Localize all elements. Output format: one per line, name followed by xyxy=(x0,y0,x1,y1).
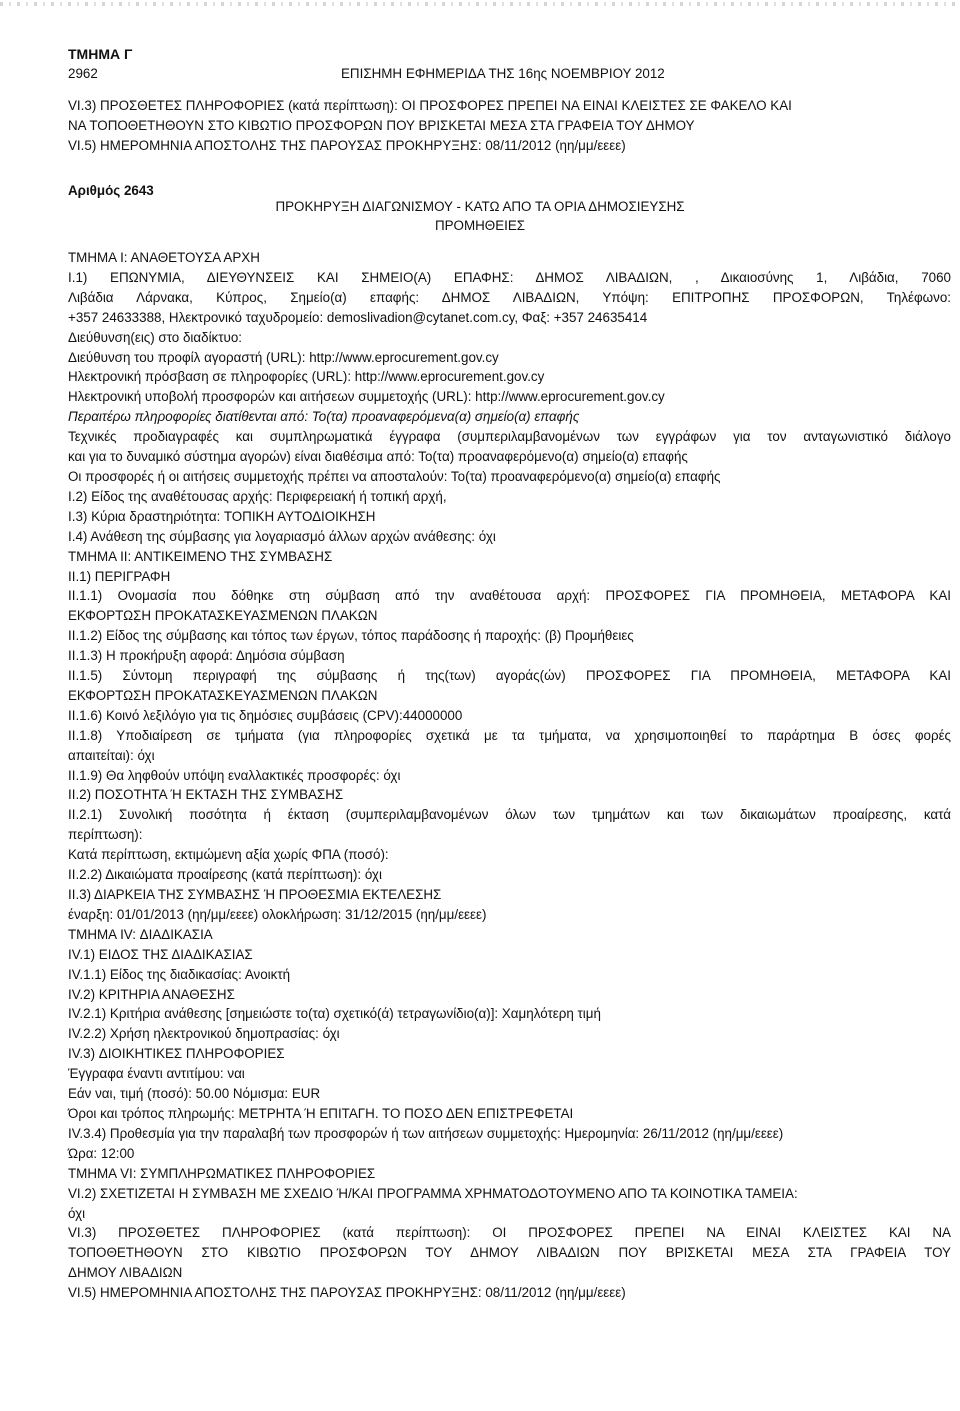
text-line: Ηλεκτρονική υποβολή προσφορών και αιτήσεων συμμετοχής (URL): http://www.eprocurement.gov.cy xyxy=(68,389,665,405)
text-line: έναρξη: 01/01/2013 (ηη/μμ/εεεε) ολοκλήρωση: 31/12/2015 (ηη/μμ/εεεε) xyxy=(68,906,487,922)
text-line: Ι.1) ΕΠΩΝΥΜΙΑ, ΔΙΕΥΘΥΝΣΕΙΣ ΚΑΙ ΣΗΜΕΙΟ(Α) ΕΠΑΦΗΣ: ΔΗΜΟΣ ΛΙΒΑΔΙΩΝ, , Δικαιοσύνης 1, Λιβάδια, 7060 xyxy=(68,269,951,285)
text-line: VI.3) ΠΡΟΣΘΕΤΕΣ ΠΛΗΡΟΦΟΡΙΕΣ (κατά περίπτωση): ΟΙ ΠΡΟΣΦΟΡΕΣ ΠΡΕΠΕΙ ΝΑ ΕΙΝΑΙ ΚΛΕΙΣΤΕΣ ΚΑΙ ΝΑ xyxy=(68,1225,951,1241)
text-line: ΤΜΗΜΑ VI: ΣΥΜΠΛΗΡΩΜΑΤΙΚΕΣ ΠΛΗΡΟΦΟΡΙΕΣ xyxy=(68,1165,376,1181)
text-line: Διεύθυνση του προφίλ αγοραστή (URL): http://www.eprocurement.gov.cy xyxy=(68,349,499,365)
text-line: απαιτείται): όχι xyxy=(68,747,155,763)
text-line: IV.3.4) Προθεσμία για την παραλαβή των προσφορών ή των αιτήσεων συμμετοχής: Ημερομηνία: 26/11/2012 (ηη/μμ/εεεε) xyxy=(68,1125,784,1141)
text-line: ΤΜΗΜΑ IV: ΔΙΑΔΙΚΑΣΙΑ xyxy=(68,926,213,942)
text-line: Οι προσφορές ή οι αιτήσεις συμμετοχής πρέπει να αποσταλούν: Το(τα) προαναφερόμενο(α) σημείο(α) επαφής xyxy=(68,468,721,484)
text-line: ΙΙ.2) ΠΟΣΟΤΗΤΑ Ή ΕΚΤΑΣΗ ΤΗΣ ΣΥΜΒΑΣΗΣ xyxy=(68,787,344,803)
text-line: ΙΙ.2.1) Συνολική ποσότητα ή έκταση (συμπεριλαμβανομένων όλων των τμημάτων και των δικαιωμάτων προαίρεσης, κατά xyxy=(68,807,951,823)
text-line: Τεχνικές προδιαγραφές και συμπληρωματικά έγγραφα (συμπεριλαμβανομένων των εγγράφων για τον ανταγωνιστικό διάλογο xyxy=(68,429,951,445)
text-line: VI.2) ΣΧΕΤΙΖΕΤΑΙ Η ΣΥΜΒΑΣΗ ΜΕ ΣΧΕΔΙΟ Ή/ΚΑΙ ΠΡΟΓΡΑΜΜΑ ΧΡΗΜΑΤΟΔΟΤΟΥΜΕΝΟ ΑΠΟ ΤΑ ΚΟΙΝΟΤΙΚΑ ΤΑΜΕΙΑ: xyxy=(68,1185,798,1201)
text-line: Όροι και τρόπος πληρωμής: ΜΕΤΡΗΤΑ Ή ΕΠΙΤΑΓΗ. ΤΟ ΠΟΣΟ ΔΕΝ ΕΠΙΣΤΡΕΦΕΤΑΙ xyxy=(68,1105,574,1121)
text-line: VI.5) ΗΜΕΡΟΜΗΝΙΑ ΑΠΟΣΤΟΛΗΣ ΤΗΣ ΠΑΡΟΥΣΑΣ ΠΡΟΚΗΡΥΞΗΣ: 08/11/2012 (ηη/μμ/εεεε) xyxy=(68,1285,626,1301)
text-line: ΔΗΜΟΥ ΛΙΒΑΔΙΩΝ xyxy=(68,1265,183,1281)
text-line: Ι.2) Είδος της αναθέτουσας αρχής: Περιφερειακή ή τοπική αρχή, xyxy=(68,488,447,504)
text-line: ΙΙ.2.2) Δικαιώματα προαίρεσης (κατά περίπτωση): όχι xyxy=(68,867,382,883)
text-line: VI.5) ΗΜΕΡΟΜΗΝΙΑ ΑΠΟΣΤΟΛΗΣ ΤΗΣ ΠΑΡΟΥΣΑΣ ΠΡΟΚΗΡΥΞΗΣ: 08/11/2012 (ηη/μμ/εεεε) xyxy=(68,137,626,153)
text-line: VI.3) ΠΡΟΣΘΕΤΕΣ ΠΛΗΡΟΦΟΡΙΕΣ (κατά περίπτωση): ΟΙ ΠΡΟΣΦΟΡΕΣ ΠΡΕΠΕΙ ΝΑ ΕΙΝΑΙ ΚΛΕΙΣΤΕΣ ΣΕ ΦΑΚΕΛΟ ΚΑΙ xyxy=(68,98,792,113)
text-line: ΤΜΗΜΑ Ι: ΑΝΑΘΕΤΟΥΣΑ ΑΡΧΗ xyxy=(68,250,260,265)
notice-title-line: ΠΡΟΜΗΘΕΙΕΣ xyxy=(434,218,526,233)
text-line: Ι.3) Κύρια δραστηριότητα: ΤΟΠΙΚΗ ΑΥΤΟΔΙΟΙΚΗΣΗ xyxy=(68,508,376,524)
notice-title xyxy=(230,197,730,235)
text-line: Ι.4) Ανάθεση της σύμβασης για λογαριασμό άλλων αρχών ανάθεσης: όχι xyxy=(68,528,496,544)
text-line: ΙΙ.1.3) Η προκήρυξη αφορά: Δημόσια σύμβαση xyxy=(68,648,345,664)
text-line: ΙΙ.1.9) Θα ληφθούν υπόψη εναλλακτικές προσφορές: όχι xyxy=(68,767,401,783)
text-line: +357 24633388, Ηλεκτρονικό ταχυδρομείο: demoslivadion@cytanet.com.cy, Φαξ: +357 24635414 xyxy=(68,309,648,325)
text-line: περίπτωση): xyxy=(68,827,143,843)
journal-title: ΕΠΙΣΗΜΗ ΕΦΗΜΕΡΙΔΑ ΤΗΣ 16ης ΝΟΕΜΒΡΙΟΥ 2012 xyxy=(341,66,665,81)
text-line: IV.2.2) Χρήση ηλεκτρονικού δημοπρασίας: όχι xyxy=(68,1026,340,1042)
text-line: ΙΙ.1.1) Ονομασία που δόθηκε στη σύμβαση από την αναθέτουσα αρχή: ΠΡΟΣΦΟΡΕΣ ΓΙΑ ΠΡΟΜΗΘΕΙΑ, ΜΕΤΑΦΟΡΑ ΚΑΙ xyxy=(68,588,951,604)
text-line: ΙΙ.3) ΔΙΑΡΚΕΙΑ ΤΗΣ ΣΥΜΒΑΣΗΣ Ή ΠΡΟΘΕΣΜΙΑ ΕΚΤΕΛΕΣΗΣ xyxy=(68,887,442,902)
text-line: ΙΙ.1.6) Κοινό λεξιλόγιο για τις δημόσιες συμβάσεις (CPV):44000000 xyxy=(68,707,463,723)
text-line: Ώρα: 12:00 xyxy=(68,1145,135,1161)
text-line: Περαιτέρω πληροφορίες διατίθενται από: Το(τα) προαναφερόμενα(α) σημείο(α) επαφής xyxy=(68,409,580,425)
text-line: Έγγραφα έναντι αντιτίμου: ναι xyxy=(68,1066,245,1082)
notice-number: Αριθμός 2643 xyxy=(68,183,154,198)
text-line: ΕΚΦΟΡΤΩΣΗ ΠΡΟΚΑΤΑΣΚΕΥΑΣΜΕΝΩΝ ΠΛΑΚΩΝ xyxy=(68,608,378,624)
text-line: όχι xyxy=(68,1205,86,1221)
text-line: και για το δυναμικό σύστημα αγορών) είναι διαθέσιμα από: Το(τα) προαναφερόμενο(α) σημείο(α) επαφής xyxy=(68,449,688,465)
text-line: Λιβάδια Λάρνακα, Κύπρος, Σημείο(α) επαφής: ΔΗΜΟΣ ΛΙΒΑΔΙΩΝ, Υπόψη: ΕΠΙΤΡΟΠΗΣ ΠΡΟΣΦΟΡΩΝ, Τηλέφωνο: xyxy=(68,289,951,305)
text-line: Διεύθυνση(εις) στο διαδίκτυο: xyxy=(68,329,243,345)
notice-body xyxy=(68,248,951,1303)
text-line: ΙΙ.1.2) Είδος της σύμβασης και τόπος των έργων, τόπος παράδοσης ή παροχής: (β) Προμήθειες xyxy=(68,628,634,644)
scan-edge-artifact xyxy=(0,2,960,6)
text-line: ΙΙ.1) ΠΕΡΙΓΡΑΦΗ xyxy=(68,568,171,584)
text-line: ΕΚΦΟΡΤΩΣΗ ΠΡΟΚΑΤΑΣΚΕΥΑΣΜΕΝΩΝ ΠΛΑΚΩΝ xyxy=(68,687,378,703)
text-line: Εάν ναι, τιμή (ποσό): 50.00 Νόμισμα: EUR xyxy=(68,1086,321,1102)
text-line: IV.1) ΕΙΔΟΣ ΤΗΣ ΔΙΑΔΙΚΑΣΙΑΣ xyxy=(68,946,253,962)
text-line: Ηλεκτρονική πρόσβαση σε πληροφορίες (URL): http://www.eprocurement.gov.cy xyxy=(68,369,545,385)
previous-notice-tail xyxy=(68,96,948,156)
section-label: ΤΜΗΜΑ Γ xyxy=(68,46,133,62)
text-line: IV.2) ΚΡΙΤΗΡΙΑ ΑΝΑΘΕΣΗΣ xyxy=(68,986,235,1002)
page-header xyxy=(68,44,948,84)
text-line: ΤΜΗΜΑ ΙΙ: ΑΝΤΙΚΕΙΜΕΝΟ ΤΗΣ ΣΥΜΒΑΣΗΣ xyxy=(68,548,333,564)
page-number: 2962 xyxy=(68,66,98,81)
text-line: IV.2.1) Κριτήρια ανάθεσης [σημειώστε το(τα) σχετικό(ά) τετραγωνίδιο(α)]: Χαμηλότερη τιμή xyxy=(68,1006,601,1022)
text-line: IV.1.1) Είδος της διαδικασίας: Ανοικτή xyxy=(68,966,291,982)
header-line xyxy=(68,64,948,84)
text-line: Κατά περίπτωση, εκτιμώμενη αξία χωρίς ΦΠΑ (ποσό): xyxy=(68,847,389,863)
text-line: ΙΙ.1.5) Σύντομη περιγραφή της σύμβασης ή της(των) αγοράς(ών) ΠΡΟΣΦΟΡΕΣ ΓΙΑ ΠΡΟΜΗΘΕΙΑ, ΜΕΤΑΦΟΡΑ ΚΑΙ xyxy=(68,668,951,684)
text-line: ΝΑ ΤΟΠΟΘΕΤΗΘΟΥΝ ΣΤΟ ΚΙΒΩΤΙΟ ΠΡΟΣΦΟΡΩΝ ΠΟΥ ΒΡΙΣΚΕΤΑΙ ΜΕΣΑ ΣΤΑ ΓΡΑΦΕΙΑ ΤΟΥ ΔΗΜΟΥ xyxy=(68,117,695,133)
text-line: IV.3) ΔΙΟΙΚΗΤΙΚΕΣ ΠΛΗΡΟΦΟΡΙΕΣ xyxy=(68,1046,285,1062)
text-line: ΤΟΠΟΘΕΤΗΘΟΥΝ ΣΤΟ ΚΙΒΩΤΙΟ ΠΡΟΣΦΟΡΩΝ ΤΟΥ ΔΗΜΟΥ ΛΙΒΑΔΙΩΝ ΠΟΥ ΒΡΙΣΚΕΤΑΙ ΜΕΣΑ ΣΤΑ ΓΡΑΦΕΙΑ ΤΟΥ xyxy=(68,1245,951,1261)
text-line: ΙΙ.1.8) Υποδιαίρεση σε τμήματα (για πληροφορίες σχετικά με τα τμήματα, να χρησιμοποιηθεί το παράρτημα Β όσες φορές xyxy=(68,727,951,743)
notice-title-line: ΠΡΟΚΗΡΥΞΗ ΔΙΑΓΩΝΙΣΜΟΥ - ΚΑΤΩ ΑΠΟ ΤΑ ΟΡΙΑ ΔΗΜΟΣΙΕΥΣΗΣ xyxy=(275,199,685,214)
